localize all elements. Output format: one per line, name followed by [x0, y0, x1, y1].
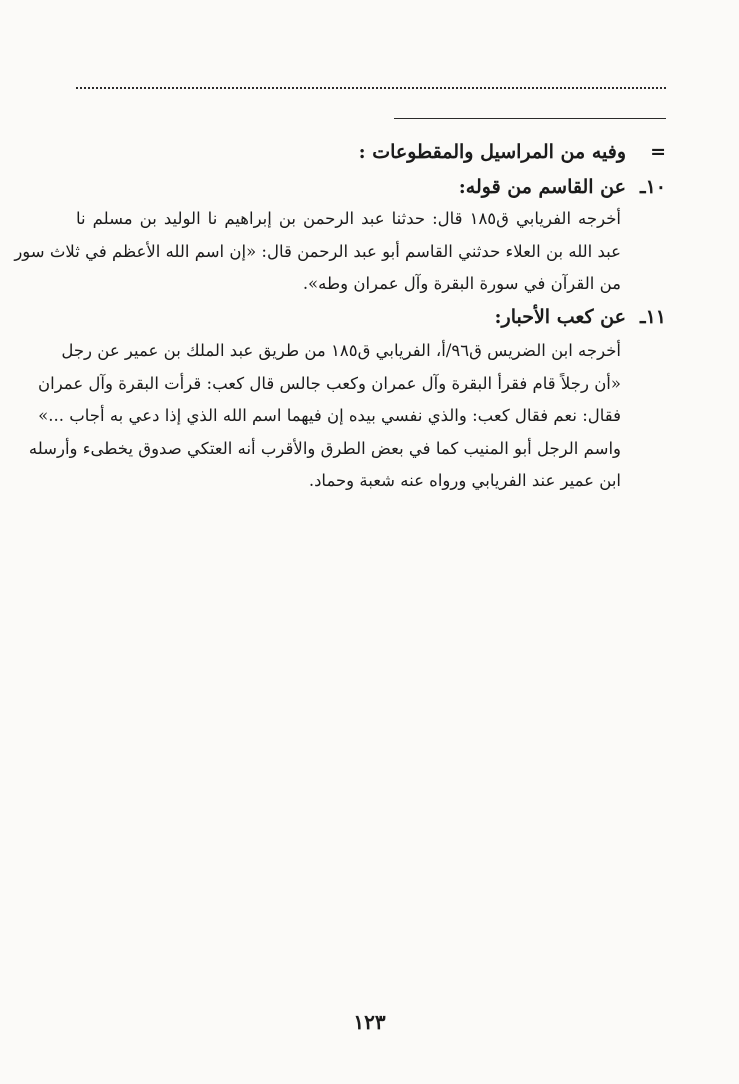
section-10-paragraph: [14, 203, 621, 301]
paragraph-line: واسم الرجل أبو المنيب كما في بعض الطرق والأقرب أنه العتكي صدوق يخطىء وأرسله: [28, 438, 621, 458]
intro-marker: =: [650, 141, 666, 163]
section-10-number: ١٠ـ: [640, 176, 666, 198]
paragraph-line: «أن رجلاً قام فقرأ البقرة وآل عمران وكعب جالس قال كعب: قرأت البقرة وآل عمران: [38, 373, 621, 393]
paragraph-line: من القرآن في سورة البقرة وآل عمران وطه».: [302, 274, 621, 293]
footnote-rule: [394, 118, 666, 119]
paragraph-line: أخرجه الفريابي ق١٨٥ قال: حدثنا عبد الرحمن بن إبراهيم نا الوليد بن مسلم نا: [76, 209, 621, 228]
intro-text: وفيه من المراسيل والمقطوعات :: [358, 141, 626, 163]
section-11-paragraph: [28, 335, 621, 498]
section-11-title: عن كعب الأحبار:: [494, 306, 626, 328]
section-11-number: ١١ـ: [640, 306, 666, 328]
dotted-separator: [76, 87, 666, 89]
section-10-title: عن القاسم من قوله:: [458, 176, 626, 198]
section-11-heading: [76, 302, 666, 332]
section-10-heading: [76, 172, 666, 202]
paragraph-line: عبد الله بن العلاء حدثني القاسم أبو عبد الرحمن قال: «إن اسم الله الأعظم في ثلاث سور: [14, 241, 621, 261]
paragraph-line: أخرجه ابن الضريس ق٩٦/أ، الفريابي ق١٨٥ من طريق عبد الملك بن عمير عن رجل: [61, 341, 621, 360]
intro-heading: [76, 137, 666, 167]
paragraph-line: ابن عمير عند الفريابي ورواه عنه شعبة وحماد.: [308, 471, 621, 490]
page-number: ١٢٣: [353, 1010, 386, 1034]
paragraph-line: فقال: نعم فقال كعب: والذي نفسي بيده إن فيهما اسم الله الذي إذا دعي به أجاب ...»: [38, 406, 621, 425]
